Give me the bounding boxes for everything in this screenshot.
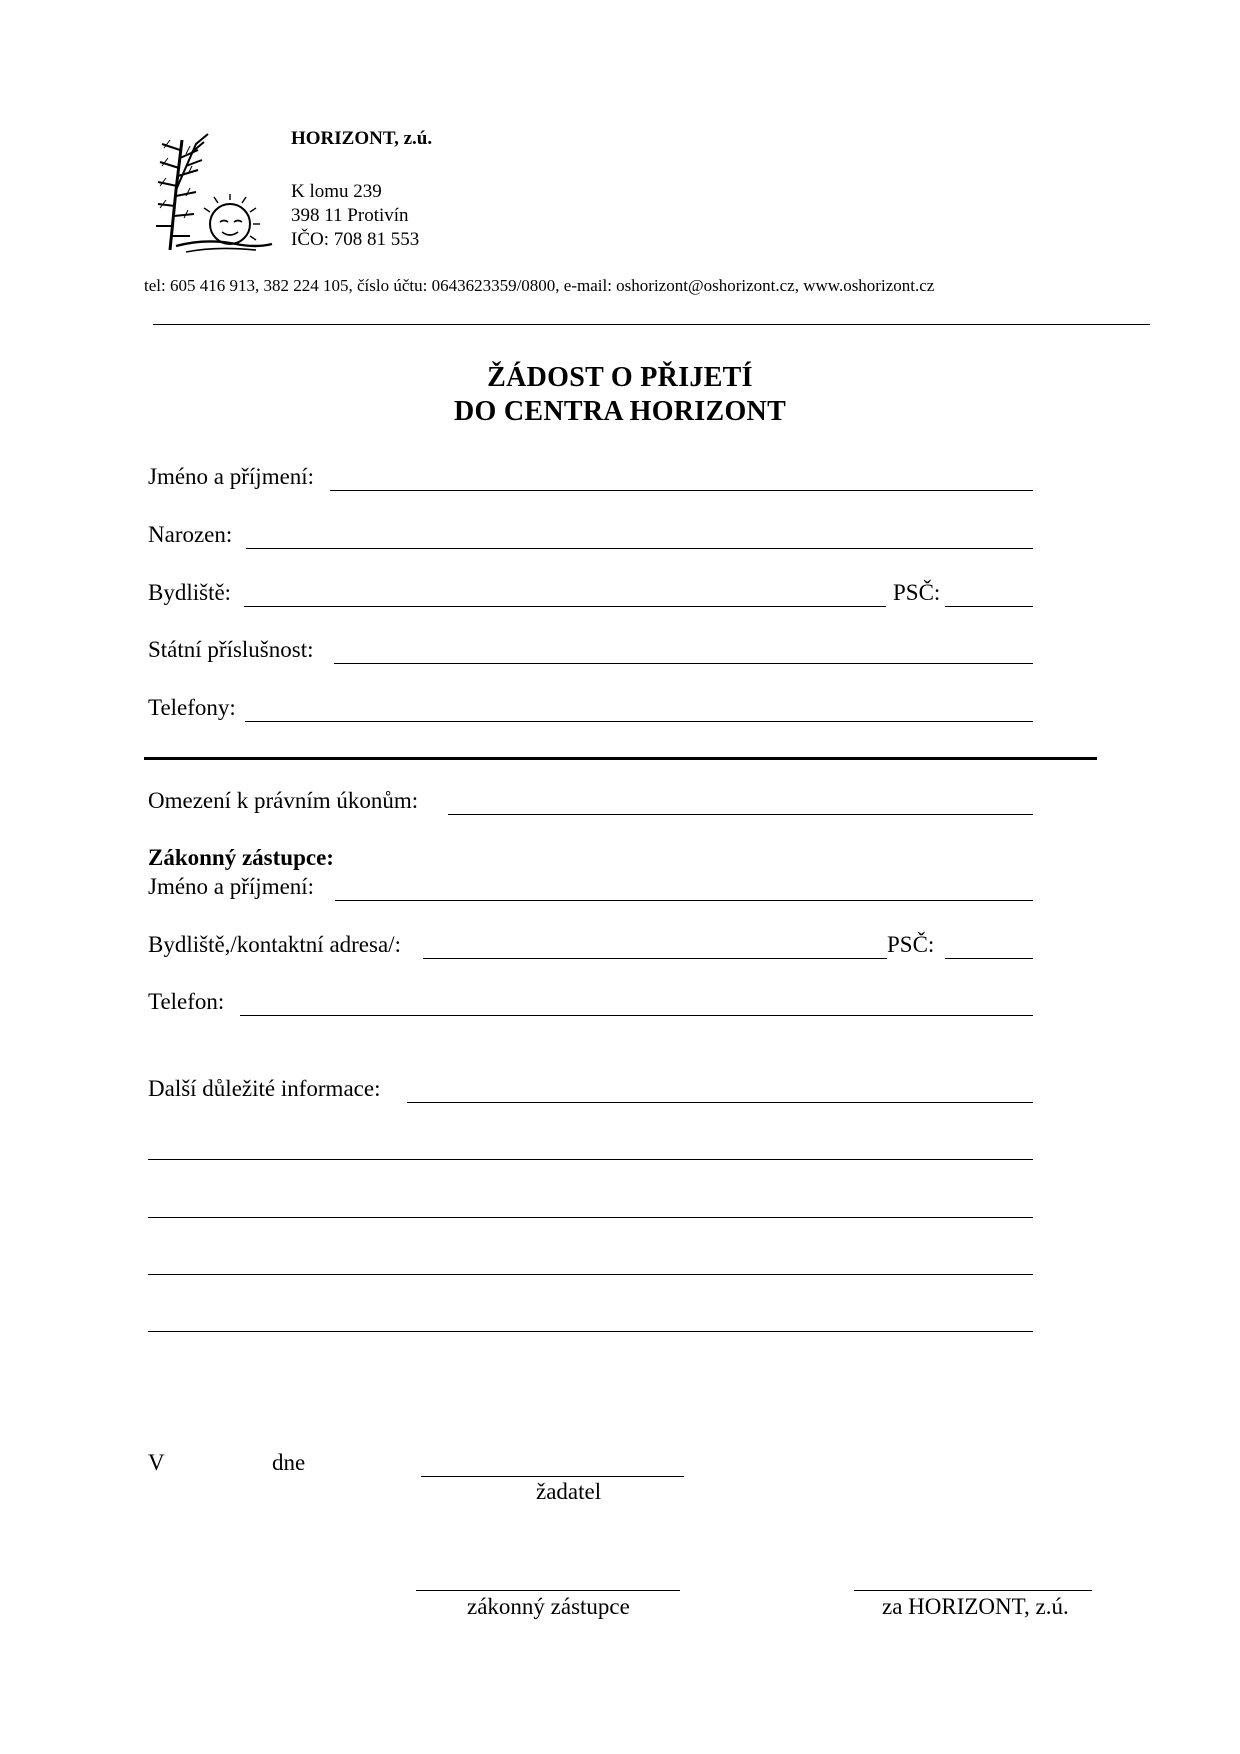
- guardian-signature-line[interactable]: [416, 1590, 680, 1591]
- residence-field[interactable]: [244, 606, 886, 607]
- citizenship-label: Státní příslušnost:: [148, 637, 314, 662]
- phones-label: Telefony:: [148, 695, 236, 720]
- guardian-phone-label: Telefon:: [148, 989, 225, 1014]
- organization-name: HORIZONT, z.ú.: [291, 128, 433, 149]
- guardian-signature-label: zákonný zástupce: [467, 1594, 630, 1619]
- phones-field[interactable]: [245, 721, 1033, 722]
- other-info-line[interactable]: [148, 1274, 1033, 1275]
- other-info-line[interactable]: [148, 1217, 1033, 1218]
- guardian-address-field[interactable]: [423, 958, 887, 959]
- document-title-line-2: DO CENTRA HORIZONT: [453, 396, 787, 427]
- guardian-psc-field[interactable]: [945, 958, 1033, 959]
- other-info-label: Další důležité informace:: [148, 1076, 381, 1101]
- guardian-name-field[interactable]: [335, 900, 1033, 901]
- guardian-phone-field[interactable]: [240, 1015, 1033, 1016]
- org-signature-line[interactable]: [854, 1590, 1092, 1591]
- restriction-label: Omezení k právním úkonům:: [148, 788, 419, 813]
- header-divider: [153, 324, 1150, 325]
- name-label: Jméno a příjmení:: [148, 464, 315, 489]
- contact-info: tel: 605 416 913, 382 224 105, číslo účtu: 0643623359/0800, e-mail: oshorizont@oshorizont.cz, www.oshorizont.cz: [144, 276, 935, 295]
- address-ico: IČO: 708 81 553: [291, 229, 420, 250]
- psc-label: PSČ:: [893, 580, 941, 605]
- address-city: 398 11 Protivín: [291, 205, 409, 226]
- horizont-logo-icon: [156, 130, 276, 254]
- section-divider: [144, 757, 1097, 760]
- place-label: V: [148, 1450, 165, 1475]
- residence-label: Bydliště:: [148, 580, 232, 605]
- citizenship-field[interactable]: [334, 663, 1033, 664]
- other-info-line[interactable]: [148, 1159, 1033, 1160]
- applicant-label: žadatel: [536, 1479, 602, 1504]
- document-title-line-1: ŽÁDOST O PŘIJETÍ: [487, 362, 753, 393]
- guardian-psc-label: PSČ:: [887, 932, 935, 957]
- born-field[interactable]: [246, 548, 1033, 549]
- guardian-heading: Zákonný zástupce:: [148, 845, 334, 870]
- name-field[interactable]: [330, 490, 1033, 491]
- applicant-signature-line[interactable]: [421, 1476, 684, 1477]
- date-label: dne: [272, 1450, 306, 1475]
- guardian-name-label: Jméno a příjmení:: [148, 874, 315, 899]
- psc-field[interactable]: [945, 606, 1033, 607]
- restriction-field[interactable]: [448, 814, 1033, 815]
- org-signature-label: za HORIZONT, z.ú.: [882, 1594, 1069, 1619]
- guardian-address-label: Bydliště,/kontaktní adresa/:: [148, 932, 401, 957]
- other-info-field[interactable]: [407, 1102, 1033, 1103]
- born-label: Narozen:: [148, 522, 233, 547]
- address-street: K lomu 239: [291, 181, 382, 202]
- other-info-line[interactable]: [148, 1331, 1033, 1332]
